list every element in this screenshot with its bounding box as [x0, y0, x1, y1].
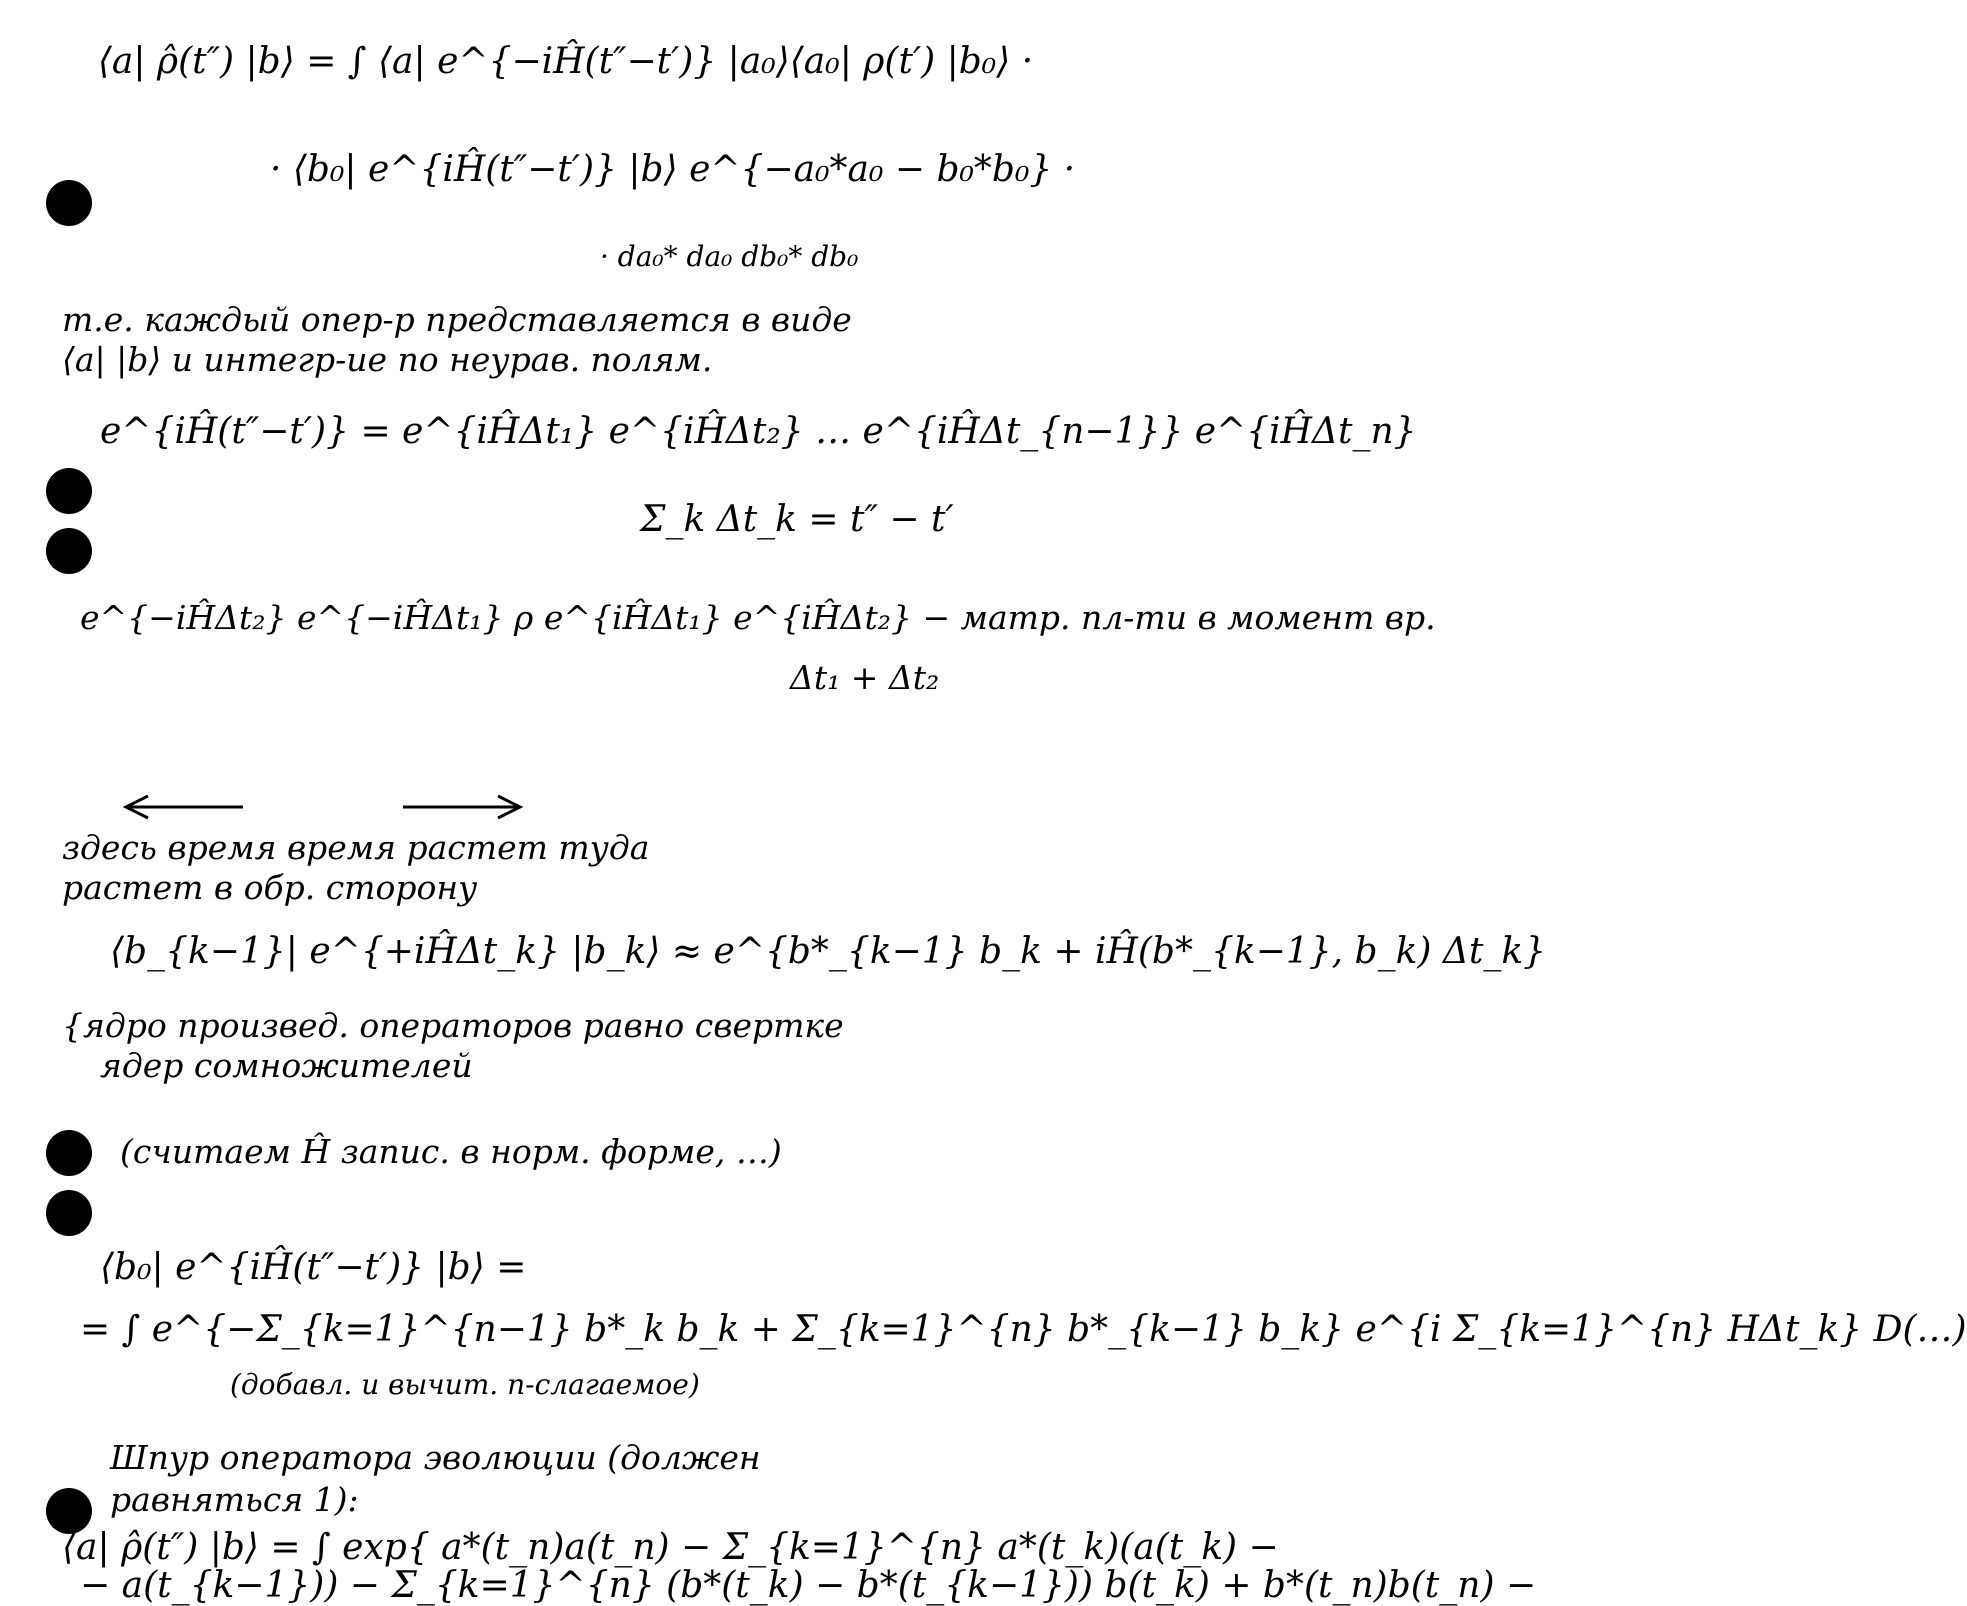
- equation-trace-1: ⟨a| ρ̂(t″) |b⟩ = ∫ exp{ a*(t_n)a(t_n) − Σ_{k=1}^{n} a*(t_k)(a(t_k) −: [62, 1527, 1279, 1568]
- note-time-reverse: растет в обр. сторону: [62, 868, 478, 907]
- note-trace-evolution: Шпур оператора эволюции (должен: [110, 1438, 761, 1477]
- note-kernel-factors: ядер сомножителей: [100, 1046, 473, 1085]
- bullet-1: [46, 180, 92, 226]
- bullet-3: [46, 528, 92, 574]
- equation-kernel-approx: ⟨b_{k−1}| e^{+iĤΔt_k} |b_k⟩ ≈ e^{b*_{k−1} b_k + iĤ(b*_{k−1}, b_k) Δt_k}: [110, 931, 1547, 972]
- equation-evolution-split: e^{iĤ(t″−t′)} = e^{iĤΔt₁} e^{iĤΔt₂} … e^{iĤΔt_{n−1}} e^{iĤΔt_n}: [100, 411, 1417, 452]
- equation-density-evolution: e^{−iĤΔt₂} e^{−iĤΔt₁} ρ e^{iĤΔt₁} e^{iĤΔt₂} − матр. пл-ти в момент вр.: [80, 598, 1436, 637]
- bullet-2: [46, 468, 92, 514]
- note-add-subtract: (добавл. и вычит. n-слагаемое): [230, 1368, 700, 1401]
- left-arrow-icon: [118, 792, 248, 822]
- equation-path-integral: = ∫ e^{−Σ_{k=1}^{n−1} b*_k b_k + Σ_{k=1}^{n} b*_{k−1} b_k} e^{i Σ_{k=1}^{n} HΔt_k} D(…): [80, 1309, 1967, 1350]
- note-equals-one: равняться 1):: [110, 1480, 359, 1519]
- equation-continuation: · ⟨b₀| e^{iĤ(t″−t′)} |b⟩ e^{−a₀*a₀ − b₀*b₀} ·: [270, 149, 1076, 190]
- note-normal-form: (считаем Ĥ запис. в норм. форме, …): [120, 1132, 782, 1171]
- equation-trace-2: − a(t_{k−1})) − Σ_{k=1}^{n} (b*(t_k) − b*(t_{k−1})) b(t_k) + b*(t_n)b(t_n) −: [80, 1565, 1537, 1606]
- note-operator-representation: т.е. каждый опер-р представляется в виде: [62, 300, 852, 339]
- equation-density-matrix: ⟨a| ρ̂(t″) |b⟩ = ∫ ⟨a| e^{−iĤ(t″−t′)} |a₀⟩⟨a₀| ρ(t′) |b₀⟩ ·: [97, 41, 1034, 82]
- right-arrow-icon: [398, 792, 528, 822]
- bullet-5: [46, 1190, 92, 1236]
- note-kernel-product: {ядро произвед. операторов равно свертке: [62, 1006, 844, 1045]
- note-integration: ⟨a| |b⟩ и интегр-ие по неурав. полям.: [62, 340, 713, 379]
- equation-kernel-lhs: ⟨b₀| e^{iĤ(t″−t′)} |b⟩ =: [100, 1247, 527, 1288]
- measure-differentials: · da₀* da₀ db₀* db₀: [600, 240, 859, 273]
- moment-time: Δt₁ + Δt₂: [790, 658, 940, 697]
- equation-time-sum: Σ_k Δt_k = t″ − t′: [640, 499, 954, 540]
- bullet-4: [46, 1130, 92, 1176]
- note-time-direction: здесь время время растет туда: [62, 828, 650, 867]
